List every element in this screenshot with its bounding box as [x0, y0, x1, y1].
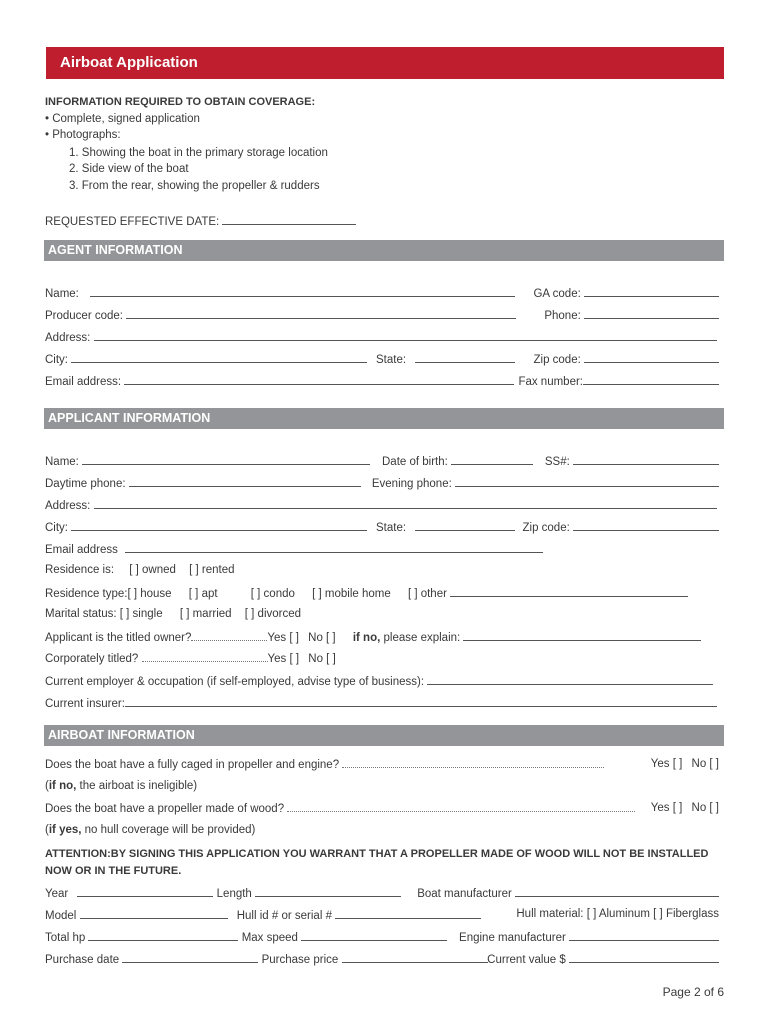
agent-fax-field[interactable] [583, 374, 719, 385]
applicant-address-label: Address: [45, 500, 91, 512]
insurer-label: Current insurer: [45, 698, 125, 710]
applicant-email-row [45, 542, 719, 558]
year-field[interactable] [77, 886, 213, 897]
applicant-state-field[interactable] [415, 520, 515, 531]
boat-manufacturer-label: Boat manufacturer [417, 888, 512, 900]
agent-ga-code-label: GA code: [533, 288, 581, 300]
residence-other-field[interactable] [450, 586, 688, 597]
daytime-phone-label: Daytime phone: [45, 478, 126, 490]
caged-propeller-question: Does the boat have a fully caged in propeller and engine? [45, 759, 340, 771]
agent-email-field[interactable] [124, 374, 514, 385]
hull-aluminum-checkbox[interactable]: [ ] Aluminum [586, 908, 650, 920]
applicant-address-field[interactable] [94, 498, 717, 509]
total-hp-label: Total hp [45, 932, 86, 944]
corporately-titled-row [45, 652, 719, 668]
residence-rented-checkbox[interactable]: [ ] rented [189, 564, 235, 576]
marital-status-row [45, 608, 719, 624]
length-label: Length [216, 888, 252, 900]
length-field[interactable] [255, 886, 401, 897]
caged-propeller-row [45, 758, 719, 774]
engine-manufacturer-label: Engine manufacturer [459, 932, 566, 944]
agent-name-label: Name: [45, 288, 79, 300]
agent-city-field[interactable] [71, 352, 367, 363]
please-explain-field[interactable] [463, 630, 701, 641]
residence-apt-checkbox[interactable]: [ ] apt [188, 588, 218, 600]
attention-warning: ATTENTION:BY SIGNING THIS APPLICATION YOU WARRANT THAT A PROPELLER MADE OF WOOD WILL NOT BE INSTALLED NOW OR IN THE FUTURE. [45, 848, 709, 877]
wood-note-bold: if yes, [48, 824, 82, 836]
model-label: Model [45, 910, 77, 922]
purchase-price-label: Purchase price [261, 954, 339, 966]
wood-note-row: (if yes, no hull coverage will be provided) [45, 824, 256, 836]
caged-note-row: (if no, the airboat is ineligible) [45, 780, 198, 792]
residence-type-label: Residence type: [45, 588, 128, 600]
employer-field[interactable] [427, 674, 713, 685]
marital-divorced-checkbox[interactable]: [ ] divorced [244, 608, 302, 620]
effective-date-label: REQUESTED EFFECTIVE DATE: [45, 216, 220, 228]
applicant-state-label: State: [376, 522, 407, 534]
applicant-email-label: Email address [45, 544, 118, 556]
agent-state-field[interactable] [415, 352, 515, 363]
applicant-zip-label: Zip code: [522, 522, 570, 534]
residence-other-checkbox[interactable]: [ ] other [407, 588, 447, 600]
employer-label: Current employer & occupation (if self-employed, advise type of business): [45, 676, 425, 688]
agent-ga-code-field[interactable] [584, 286, 719, 297]
agent-city-label: City: [45, 354, 68, 366]
marital-single-checkbox[interactable]: [ ] single [119, 608, 163, 620]
agent-phone-label: Phone: [544, 310, 581, 322]
current-value-label: Current value $ [487, 954, 566, 966]
titled-owner-label: Applicant is the titled owner? [45, 632, 192, 644]
corporately-titled-label: Corporately titled? [45, 653, 139, 665]
marital-married-checkbox[interactable]: [ ] married [179, 608, 232, 620]
dob-label: Date of birth: [382, 456, 448, 468]
applicant-city-label: City: [45, 522, 68, 534]
year-label: Year [45, 888, 69, 900]
residence-is-label: Residence is: [45, 564, 115, 576]
info-bullet-application: • Complete, signed application [45, 113, 200, 125]
year-length-row [45, 886, 719, 902]
current-value-field[interactable] [569, 952, 719, 963]
agent-address-row [45, 330, 719, 346]
model-hull-row [45, 908, 719, 924]
dob-field[interactable] [451, 454, 533, 465]
residence-house-checkbox[interactable]: [ ] house [127, 588, 172, 600]
agent-state-label: State: [376, 354, 407, 366]
marital-status-label: Marital status: [45, 608, 117, 620]
page-title: Airboat Application [46, 47, 724, 79]
hp-speed-row [45, 930, 719, 946]
residence-owned-checkbox[interactable]: [ ] owned [129, 564, 176, 576]
titled-owner-yes-checkbox[interactable]: Yes [ ] [267, 632, 299, 644]
applicant-address-row [45, 498, 719, 514]
evening-phone-label: Evening phone: [371, 478, 452, 490]
hull-id-label: Hull id # or serial # [236, 910, 332, 922]
purchase-row [45, 952, 719, 968]
purchase-price-field[interactable] [342, 952, 488, 963]
residence-is-row [45, 564, 719, 580]
page-number: Page 2 of 6 [662, 985, 724, 999]
caged-no-checkbox[interactable]: No [ ] [691, 758, 719, 770]
caged-note-text: the airboat is ineligible) [79, 780, 198, 792]
hull-material-label: Hull material: [516, 908, 584, 920]
agent-phone-field[interactable] [584, 308, 719, 319]
daytime-phone-field[interactable] [129, 476, 361, 487]
info-bullet-photographs: • Photographs: [45, 129, 121, 141]
agent-email-row [45, 374, 719, 390]
total-hp-field[interactable] [88, 930, 238, 941]
insurer-row [45, 696, 719, 712]
agent-email-label: Email address: [45, 376, 122, 388]
agent-zip-field[interactable] [584, 352, 719, 363]
applicant-phone-row [45, 476, 719, 492]
wood-yes-checkbox[interactable]: Yes [ ] [650, 802, 683, 814]
max-speed-label: Max speed [241, 932, 298, 944]
boat-manufacturer-field[interactable] [515, 886, 719, 897]
caged-note-bold: if no, [48, 780, 77, 792]
photo-item-3: 3. From the rear, showing the propeller & rudders [69, 180, 320, 192]
evening-phone-field[interactable] [455, 476, 719, 487]
titled-owner-no-checkbox[interactable]: No [ ] [308, 632, 336, 644]
producer-code-label: Producer code: [45, 310, 123, 322]
engine-manufacturer-field[interactable] [569, 930, 719, 941]
ssn-label: SS#: [544, 456, 570, 468]
ssn-field[interactable] [573, 454, 719, 465]
wood-note-text: no hull coverage will be provided) [84, 824, 256, 836]
caged-yes-checkbox[interactable]: Yes [ ] [650, 758, 683, 770]
purchase-date-label: Purchase date [45, 954, 120, 966]
applicant-email-field[interactable] [125, 542, 543, 553]
info-heading: INFORMATION REQUIRED TO OBTAIN COVERAGE: [45, 96, 316, 108]
agent-fax-label: Fax number: [518, 376, 583, 388]
effective-date-row [45, 214, 356, 228]
please-explain-label: please explain: [383, 632, 461, 644]
residence-mobile-home-checkbox[interactable]: [ ] mobile home [312, 588, 391, 600]
wood-propeller-question: Does the boat have a propeller made of wood? [45, 803, 285, 815]
applicant-city-field[interactable] [71, 520, 367, 531]
agent-address-label: Address: [45, 332, 91, 344]
applicant-section-header: APPLICANT INFORMATION [44, 408, 724, 429]
agent-section-header: AGENT INFORMATION [44, 240, 724, 261]
insurer-field[interactable] [125, 696, 717, 707]
wood-no-checkbox[interactable]: No [ ] [691, 802, 719, 814]
purchase-date-field[interactable] [122, 952, 258, 963]
residence-type-row [45, 586, 719, 602]
agent-address-field[interactable] [94, 330, 717, 341]
photo-item-1: 1. Showing the boat in the primary storage location [69, 147, 328, 159]
applicant-name-label: Name: [45, 456, 79, 468]
agent-zip-label: Zip code: [533, 354, 581, 366]
corporately-titled-no-checkbox[interactable]: No [ ] [308, 653, 336, 665]
agent-name-field[interactable] [90, 286, 515, 297]
max-speed-field[interactable] [301, 930, 447, 941]
if-no-label: if no, [352, 632, 381, 644]
titled-owner-row [45, 630, 719, 646]
employer-row [45, 674, 719, 690]
effective-date-field[interactable] [222, 214, 356, 225]
agent-name-row [45, 286, 719, 302]
corporately-titled-yes-checkbox[interactable]: Yes [ ] [267, 653, 300, 665]
applicant-zip-field[interactable] [573, 520, 719, 531]
wood-propeller-row [45, 802, 719, 818]
agent-city-row [45, 352, 719, 368]
residence-condo-checkbox[interactable]: [ ] condo [250, 588, 295, 600]
agent-producer-row [45, 308, 719, 324]
producer-code-field[interactable] [126, 308, 516, 319]
hull-fiberglass-checkbox[interactable]: [ ] Fiberglass [653, 908, 719, 920]
hull-id-field[interactable] [335, 908, 481, 919]
airboat-section-header: AIRBOAT INFORMATION [44, 725, 724, 746]
applicant-city-row [45, 520, 719, 536]
applicant-name-field[interactable] [82, 454, 370, 465]
photo-item-2: 2. Side view of the boat [69, 163, 189, 175]
applicant-name-row [45, 454, 719, 470]
model-field[interactable] [80, 908, 228, 919]
